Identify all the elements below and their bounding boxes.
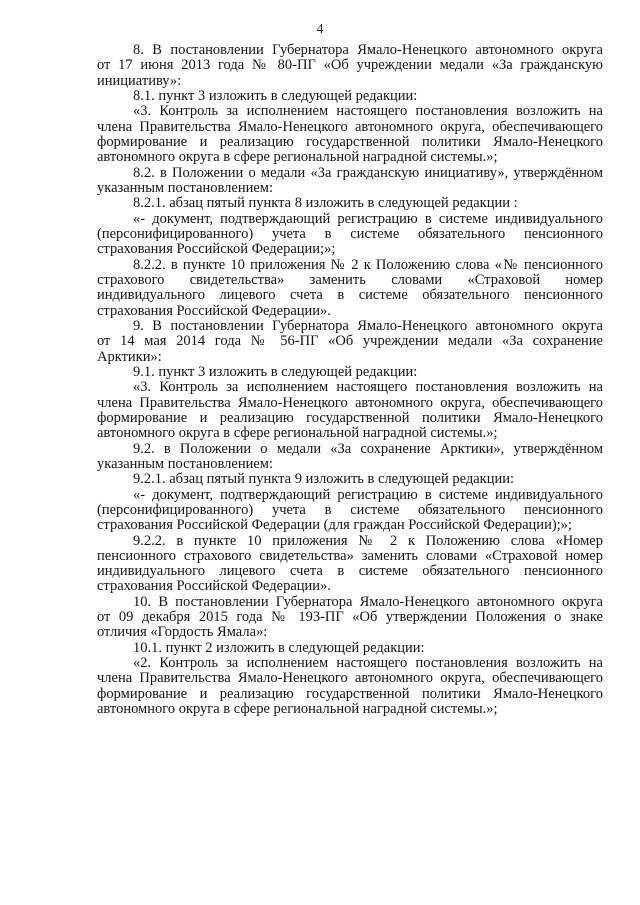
text-line: автономного округа в сфере региональной наградной системы.»; <box>97 425 498 442</box>
text-line: страхования Российской Федерации». <box>97 578 331 595</box>
text-line: «3. Контроль за исполнением настоящего постановления возложить на <box>133 103 603 120</box>
text-line: страхового свидетельства» заменить словами «Страховой номер <box>97 271 603 288</box>
paragraph <box>97 488 603 534</box>
text-line: 10. В постановлении Губернатора Ямало-Ненецкого автономного округа <box>133 593 603 610</box>
text-line: 9.2. в Положении о медали «За сохранение Арктики», утверждённом <box>133 440 603 457</box>
text-line: «3. Контроль за исполнением настоящего постановления возложить на <box>133 379 603 396</box>
paragraph <box>97 380 603 441</box>
paragraph <box>97 166 603 197</box>
paragraph <box>97 442 603 473</box>
page-number: 4 <box>316 22 324 37</box>
text-line: индивидуального лицевого счета в системе обязательного пенсионного <box>97 563 603 580</box>
paragraph <box>97 319 603 365</box>
paragraph <box>97 104 603 165</box>
paragraph <box>97 258 603 319</box>
text-line: Арктики»: <box>97 348 162 365</box>
text-line: страхования Российской Федерации (для граждан Российской Федерации);»; <box>97 517 572 534</box>
paragraph <box>97 641 603 656</box>
paragraph <box>97 89 603 104</box>
text-line: формирование и реализацию государственной политики Ямало-Ненецкого <box>97 409 603 426</box>
text-line: 9.2.1. абзац пятый пункта 9 изложить в следующей редакции: <box>133 471 515 488</box>
text-line: 9.1. пункт 3 изложить в следующей редакции: <box>133 363 418 380</box>
text-line: (персонифицированного) учета в системе обязательного пенсионного <box>97 501 603 518</box>
paragraph <box>97 595 603 641</box>
text-line: от 09 декабря 2015 года № 193-ПГ «Об утверждении Положения о знаке <box>97 609 603 626</box>
paragraph <box>97 472 603 487</box>
text-line: формирование и реализацию государственной политики Ямало-Ненецкого <box>97 133 603 150</box>
paragraph <box>97 365 603 380</box>
text-line: члена Правительства Ямало-Ненецкого автономного округа, обеспечивающего <box>97 670 603 687</box>
text-line: «- документ, подтверждающий регистрацию в системе индивидуального <box>133 210 603 227</box>
text-line: страхования Российской Федерации». <box>97 302 331 319</box>
text-line: 8.1. пункт 3 изложить в следующей редакции: <box>133 87 418 104</box>
text-line: 8.2.1. абзац пятый пункта 8 изложить в следующей редакции : <box>133 195 518 212</box>
text-line: формирование и реализацию государственной политики Ямало-Ненецкого <box>97 685 603 702</box>
text-line: указанным постановлением: <box>97 455 273 472</box>
text-line: члена Правительства Ямало-Ненецкого автономного округа, обеспечивающего <box>97 394 603 411</box>
text-line: «2. Контроль за исполнением настоящего постановления возложить на <box>133 655 603 672</box>
paragraph <box>97 534 603 595</box>
text-line: 9. В постановлении Губернатора Ямало-Ненецкого автономного округа <box>133 317 603 334</box>
text-line: отличия «Гордость Ямала»: <box>97 624 268 641</box>
paragraph <box>97 212 603 258</box>
text-line: от 17 июня 2013 года № 80-ПГ «Об учреждении медали «За гражданскую <box>97 57 603 74</box>
text-line: указанным постановлением: <box>97 179 273 196</box>
text-line: 8.2.2. в пункте 10 приложения № 2 к Положению слова «№ пенсионного <box>133 256 603 273</box>
text-line: автономного округа в сфере региональной наградной системы.»; <box>97 701 498 718</box>
text-line: 9.2.2. в пункте 10 приложения № 2 к Положению слова «Номер <box>133 532 603 549</box>
text-line: члена Правительства Ямало-Ненецкого автономного округа, обеспечивающего <box>97 118 603 135</box>
text-line: страхования Российской Федерации;»; <box>97 241 336 258</box>
text-line: инициативу»: <box>97 72 182 89</box>
text-line: «- документ, подтверждающий регистрацию в системе индивидуального <box>133 486 603 503</box>
text-line: автономного округа в сфере региональной наградной системы.»; <box>97 149 498 166</box>
text-line: 10.1. пункт 2 изложить в следующей редакции: <box>133 639 425 656</box>
document-body <box>97 43 603 717</box>
paragraph <box>97 656 603 717</box>
text-line: индивидуального лицевого счета в системе обязательного пенсионного <box>97 287 603 304</box>
text-line: (персонифицированного) учета в системе обязательного пенсионного <box>97 225 603 242</box>
text-line: 8.2. в Положении о медали «За гражданскую инициативу», утверждённом <box>133 164 603 181</box>
paragraph <box>97 43 603 89</box>
text-line: пенсионного страхового свидетельства» заменить словами «Страховой номер <box>97 547 603 564</box>
text-line: 8. В постановлении Губернатора Ямало-Ненецкого автономного округа <box>133 42 603 58</box>
paragraph <box>97 196 603 211</box>
text-line: от 14 мая 2014 года № 56-ПГ «Об учреждении медали «За сохранение <box>97 333 603 350</box>
